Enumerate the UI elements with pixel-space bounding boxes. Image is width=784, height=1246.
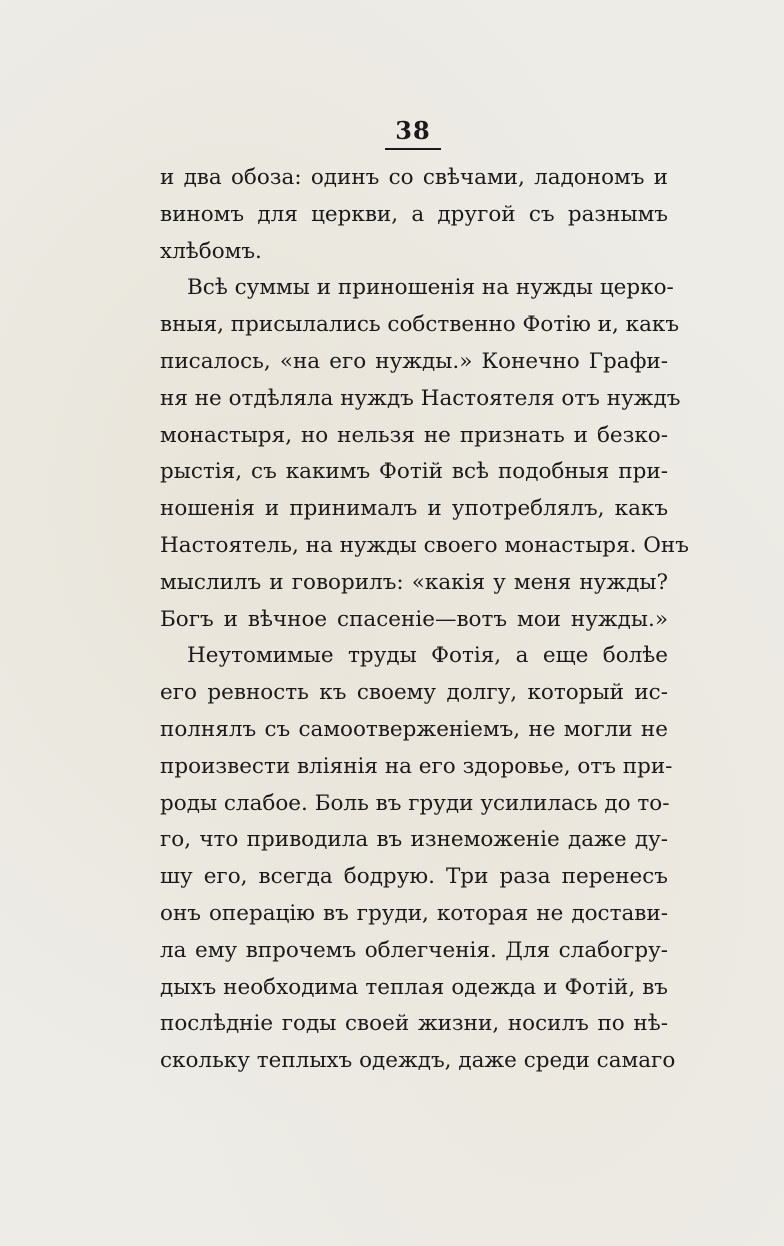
paragraph-start-line: Неутомимые труды Фотія, а еще болѣе: [187, 643, 668, 669]
text-line: мыслилъ и говорилъ: «какія у меня нужды?: [160, 569, 668, 595]
page-number: 38: [395, 116, 431, 145]
text-line: и два обоза: одинъ со свѣчами, ладономъ и: [160, 165, 668, 190]
text-line: роды слабое. Боль въ груди усилилась до то-: [160, 790, 670, 816]
text-line: монастыря, но нельзя не признать и безко-: [160, 422, 668, 448]
text-line: онъ операцію въ груди, которая не достави-: [160, 900, 668, 926]
text-line: его ревность къ своему долгу, который ис-: [160, 680, 668, 706]
text-line: послѣдніе годы своей жизни, носилъ по нѣ-: [160, 1011, 668, 1037]
text-line: вныя, присылались собственно Фотію и, какъ: [160, 312, 680, 338]
text-line: полнялъ съ самоотверженіемъ, не могли не: [160, 716, 668, 742]
paragraph-start-line: Всѣ суммы и приношенія на нужды церко-: [187, 275, 674, 301]
text-line: шу его, всегда бодрую. Три раза перенесъ: [160, 864, 668, 890]
text-line: ношенія и принималъ и употреблялъ, какъ: [160, 496, 668, 522]
text-line: дыхъ необходима теплая одежда и Фотій, въ: [160, 974, 668, 1000]
text-line: рыстія, съ какимъ Фотій всѣ подобныя при-: [160, 459, 668, 485]
text-line: произвести вліянія на его здоровье, отъ при-: [160, 753, 673, 779]
text-line: Настоятель, на нужды своего монастыря. Онъ: [160, 532, 689, 558]
text-line: скольку теплыхъ одеждъ, даже среди самаго: [160, 1048, 676, 1074]
text-line: Богъ и вѣчное спасеніе—вотъ мои нужды.»: [160, 606, 668, 632]
page-number-rule: [385, 148, 441, 150]
text-line: го, что приводила въ изнеможеніе даже ду-: [160, 827, 668, 853]
text-line: виномъ для церкви, а другой съ разнымъ: [160, 201, 668, 227]
text-line: хлѣбомъ.: [160, 238, 262, 264]
text-line: ла ему впрочемъ облегченія. Для слабогру-: [160, 937, 668, 963]
body-text: [160, 160, 689, 1080]
text-line: писалось, «на его нужды.» Конечно Графи-: [160, 348, 668, 374]
text-line: ня не отдѣляла нуждъ Настоятеля отъ нуждъ: [160, 385, 681, 411]
